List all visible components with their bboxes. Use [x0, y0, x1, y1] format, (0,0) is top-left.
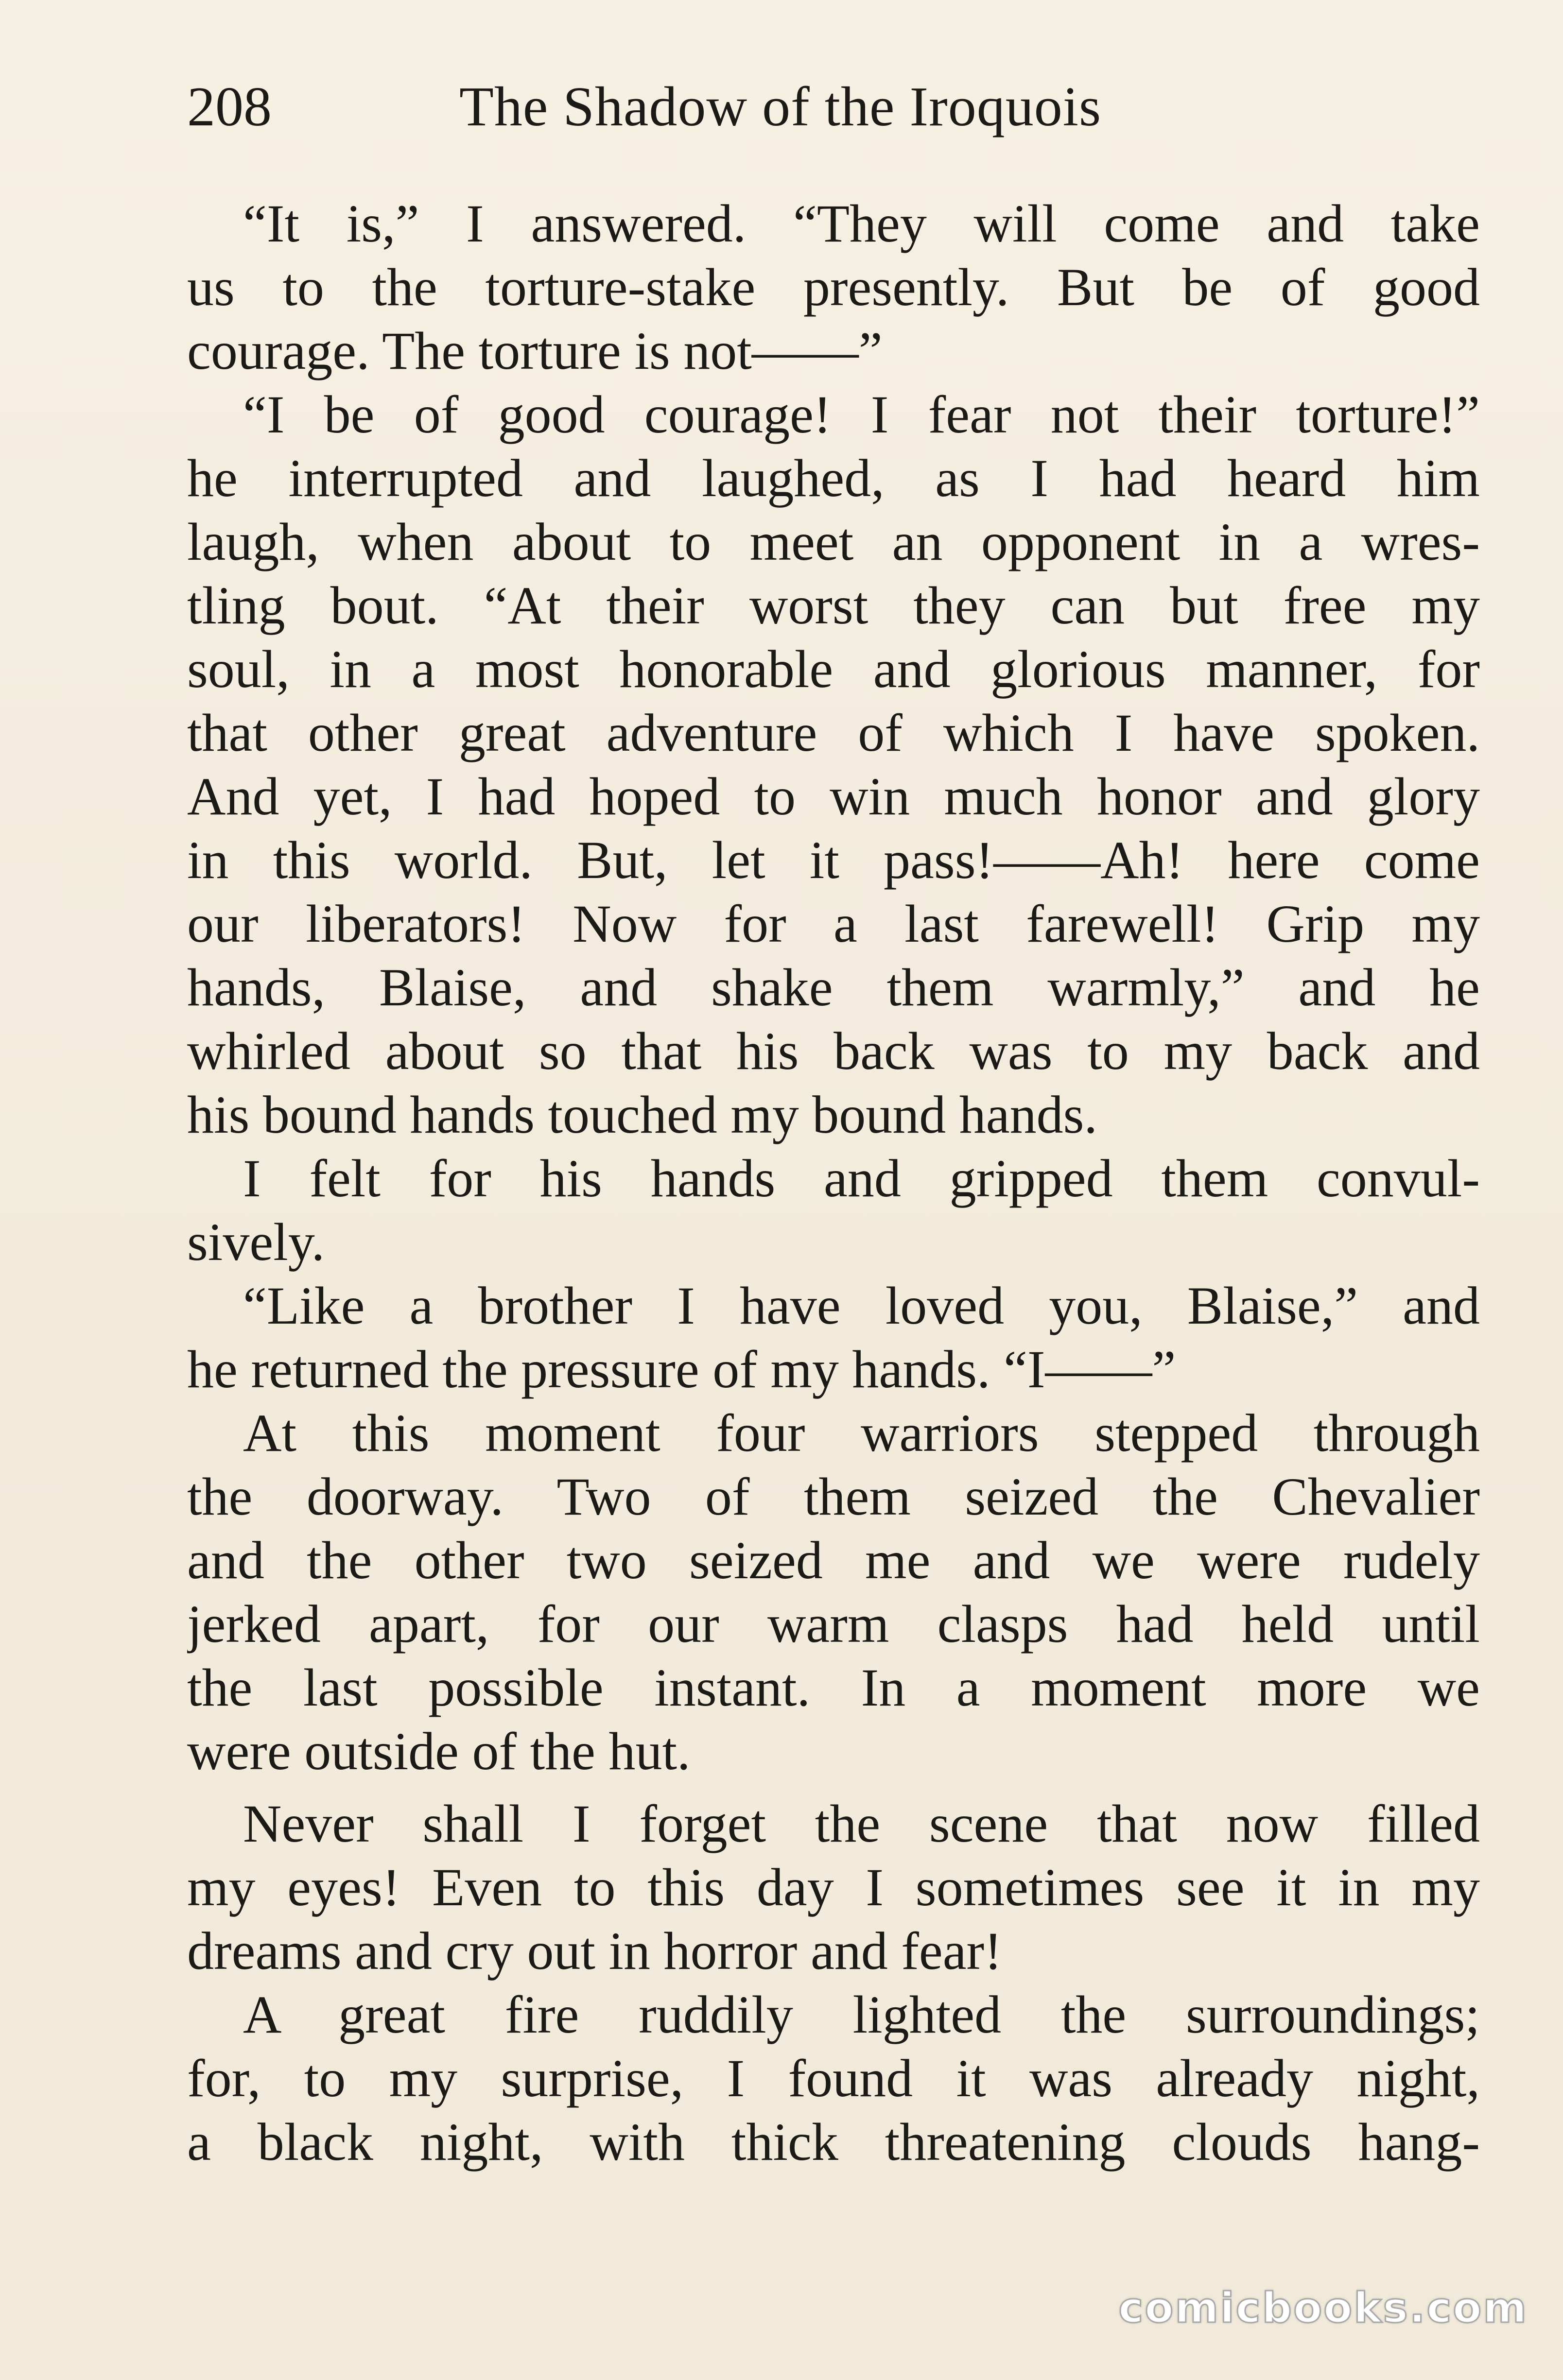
watermark-logo: comicbooks.com [1118, 2284, 1528, 2332]
text-line: in this world. But, let it pass!——Ah! here come [187, 830, 1480, 890]
text-line: a black night, with thick threatening clouds hang- [187, 2112, 1480, 2172]
text-line: his bound hands touched my bound hands. [187, 1085, 1097, 1144]
text-line: “I be of good courage! I fear not their torture!” [243, 385, 1480, 444]
running-head-title: The Shadow of the Iroquois [459, 76, 1102, 138]
text-line: he interrupted and laughed, as I had heard him [187, 448, 1480, 508]
text-line: were outside of the hut. [187, 1722, 691, 1781]
text-line: dreams and cry out in horror and fear! [187, 1921, 1002, 1981]
page-number: 208 [187, 76, 272, 138]
text-line: I felt for his hands and gripped them convul- [243, 1149, 1480, 1208]
text-line: my eyes! Even to this day I sometimes see it in my [187, 1858, 1480, 1917]
text-line: tling bout. “At their worst they can but free my [187, 576, 1480, 635]
text-line: the doorway. Two of them seized the Chevalier [187, 1467, 1480, 1526]
text-line: laugh, when about to meet an opponent in a wres- [187, 512, 1480, 571]
text-line: sively. [187, 1212, 325, 1272]
text-line: the last possible instant. In a moment more we [187, 1658, 1480, 1717]
text-line: that other great adventure of which I have spoken. [187, 703, 1480, 762]
text-line: and the other two seized me and we were rudely [187, 1531, 1480, 1590]
text-line: jerked apart, for our warm clasps had held until [187, 1594, 1480, 1654]
text-line: A great fire ruddily lighted the surroundings; [243, 1985, 1480, 2044]
text-line: hands, Blaise, and shake them warmly,” and he [187, 958, 1480, 1017]
text-line: for, to my surprise, I found it was already night, [187, 2049, 1480, 2108]
text-line: courage. The torture is not——” [187, 321, 883, 380]
text-line: And yet, I had hoped to win much honor and glory [187, 767, 1480, 826]
body-text [187, 192, 1480, 2174]
text-line: At this moment four warriors stepped through [243, 1403, 1480, 1463]
text-line: whirled about so that his back was to my back and [187, 1021, 1480, 1081]
text-line: he returned the pressure of my hands. “I——” [187, 1340, 1176, 1399]
text-line: “Like a brother I have loved you, Blaise,” and [243, 1276, 1480, 1335]
text-line: Never shall I forget the scene that now filled [243, 1794, 1480, 1853]
page-header [187, 73, 1480, 141]
text-line: our liberators! Now for a last farewell! Grip my [187, 894, 1480, 953]
text-line: us to the torture-stake presently. But be of good [187, 258, 1480, 317]
text-line: soul, in a most honorable and glorious manner, for [187, 639, 1480, 699]
text-line: “It is,” I answered. “They will come and take [243, 194, 1480, 253]
